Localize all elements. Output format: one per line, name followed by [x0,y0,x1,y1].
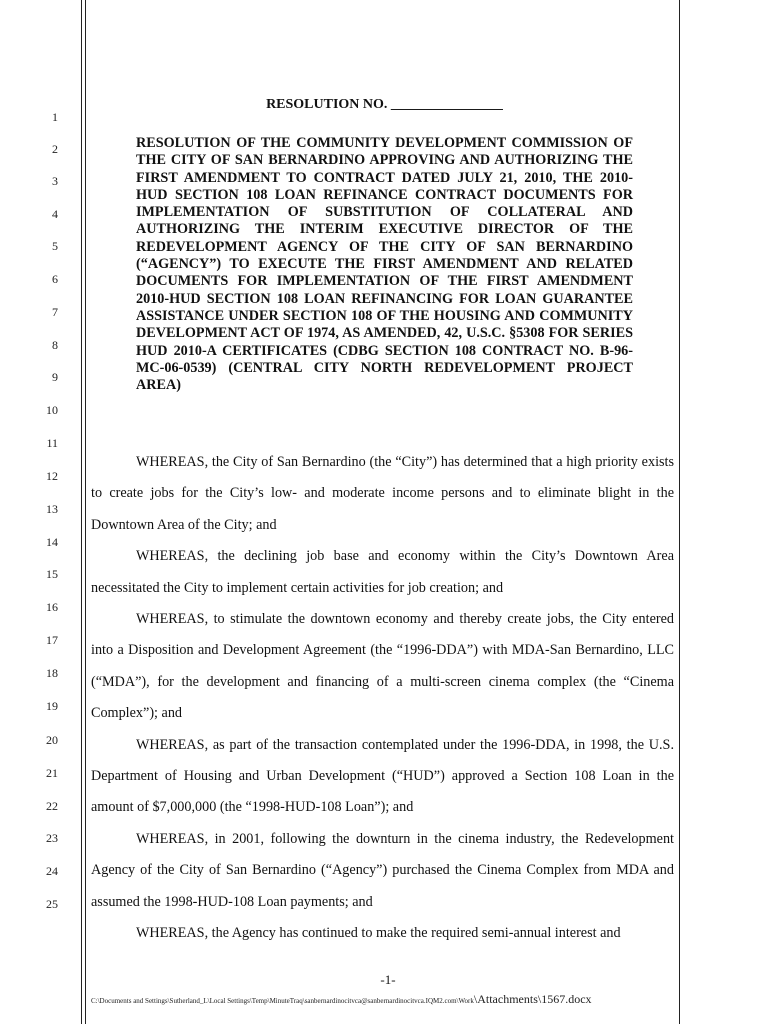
line-number: 20 [46,733,58,747]
left-margin-rule [81,0,82,1024]
whereas-paragraph: WHEREAS, the City of San Bernardino (the “City”) has determined that a high priority exists to create jobs for the City’s low- and moderate income persons and to eliminate blight in the Downtown Area of the City; and [91,454,674,533]
whereas-paragraph: WHEREAS, the Agency has continued to make the required semi-annual interest and [136,925,621,942]
line-number: 18 [46,666,58,680]
line-number: 23 [46,831,58,845]
whereas-paragraph: WHEREAS, as part of the transaction contemplated under the 1996-DDA, in 1998, the U.S. Department of Housing and Urban Development (“HUD”) approved a Section 108 Loan in the amount of $7,000,000 (the “1998-HUD-108 Loan”); and [91,736,674,816]
footer-file-path [91,992,691,1008]
line-number: 22 [46,799,58,813]
resolution-body [91,447,674,950]
line-number: 16 [46,600,58,614]
line-number: 10 [46,403,58,417]
whereas-paragraph: WHEREAS, in 2001, following the downturn in the cinema industry, the Redevelopment Agency of the City of San Bernardino (“Agency”) purchased the Cinema Complex from MDA and assumed the 1998-HUD-108 Loan payments; and [91,830,674,910]
line-number: 1 [52,110,58,124]
line-number: 11 [46,436,58,450]
line-number: 25 [46,897,58,911]
footer-path-prefix: C:\Documents and Settings\Sutherland_L\Local Settings\Temp\MinuteTraq\sanbernardinocitvca@sanbernardinocitvca.IQM2.com\Work [91,997,474,1005]
page-number: -1- [380,972,396,987]
whereas-paragraph: WHEREAS, to stimulate the downtown economy and thereby create jobs, the City entered into a Disposition and Development Agreement (the “1996-DDA”) with MDA-San Bernardino, LLC (“MDA”), for the development and financing of a multi-screen cinema complex (the “Cinema Complex”); and [91,611,674,722]
line-number: 12 [46,469,58,483]
resolution-title: RESOLUTION NO. ________________ [266,97,503,112]
footer-path-filename: \Attachments\1567.docx [473,992,592,1006]
resolution-heading: RESOLUTION OF THE COMMUNITY DEVELOPMENT COMMISSION OF THE CITY OF SAN BERNARDINO APPROVING AND AUTHORIZING THE FIRST AMENDMENT TO CONTRACT DATED JULY 21, 2010, THE 2010-HUD SECTION 108 LOAN REFINANCE CONTRACT DOCUMENTS FOR IMPLEMENTATION OF SUBSTITUTION OF COLLATERAL AND AUTHORIZING THE INTERIM EXECUTIVE DIRECTOR OF THE REDEVELOPMENT AGENCY OF THE CITY OF SAN BERNARDINO (“AGENCY”) TO EXECUTE THE FIRST AMENDMENT AND RELATED DOCUMENTS FOR IMPLEMENTATION OF THE FIRST AMENDMENT 2010-HUD SECTION 108 LOAN REFINANCING FOR LOAN GUARANTEE ASSISTANCE UNDER SECTION 108 OF THE HOUSING AND COMMUNITY DEVELOPMENT ACT OF 1974, AS AMENDED, 42, U.S.C. §5308 FOR SERIES HUD 2010-A CERTIFICATES (CDBG SECTION 108 CONTRACT NO. B-96-MC-06-0539) (CENTRAL CITY NORTH REDEVELOPMENT PROJECT AREA) [136,135,633,394]
line-number: 19 [46,699,58,713]
line-number: 3 [52,174,58,188]
line-number: 13 [46,502,58,516]
line-number: 5 [52,239,58,253]
left-margin-rule [85,0,86,1024]
line-number: 14 [46,535,58,549]
line-number: 4 [52,207,58,221]
right-margin-rule [679,0,680,1024]
line-number: 24 [46,864,58,878]
whereas-paragraph: WHEREAS, the declining job base and economy within the City’s Downtown Area necessitated the City to implement certain activities for job creation; and [91,548,674,596]
line-number: 2 [52,142,58,156]
line-number: 17 [46,633,58,647]
line-number: 9 [52,370,58,384]
line-number: 15 [46,567,58,581]
line-number: 7 [52,305,58,319]
line-number: 21 [46,766,58,780]
line-number: 6 [52,272,58,286]
line-number: 8 [52,338,58,352]
